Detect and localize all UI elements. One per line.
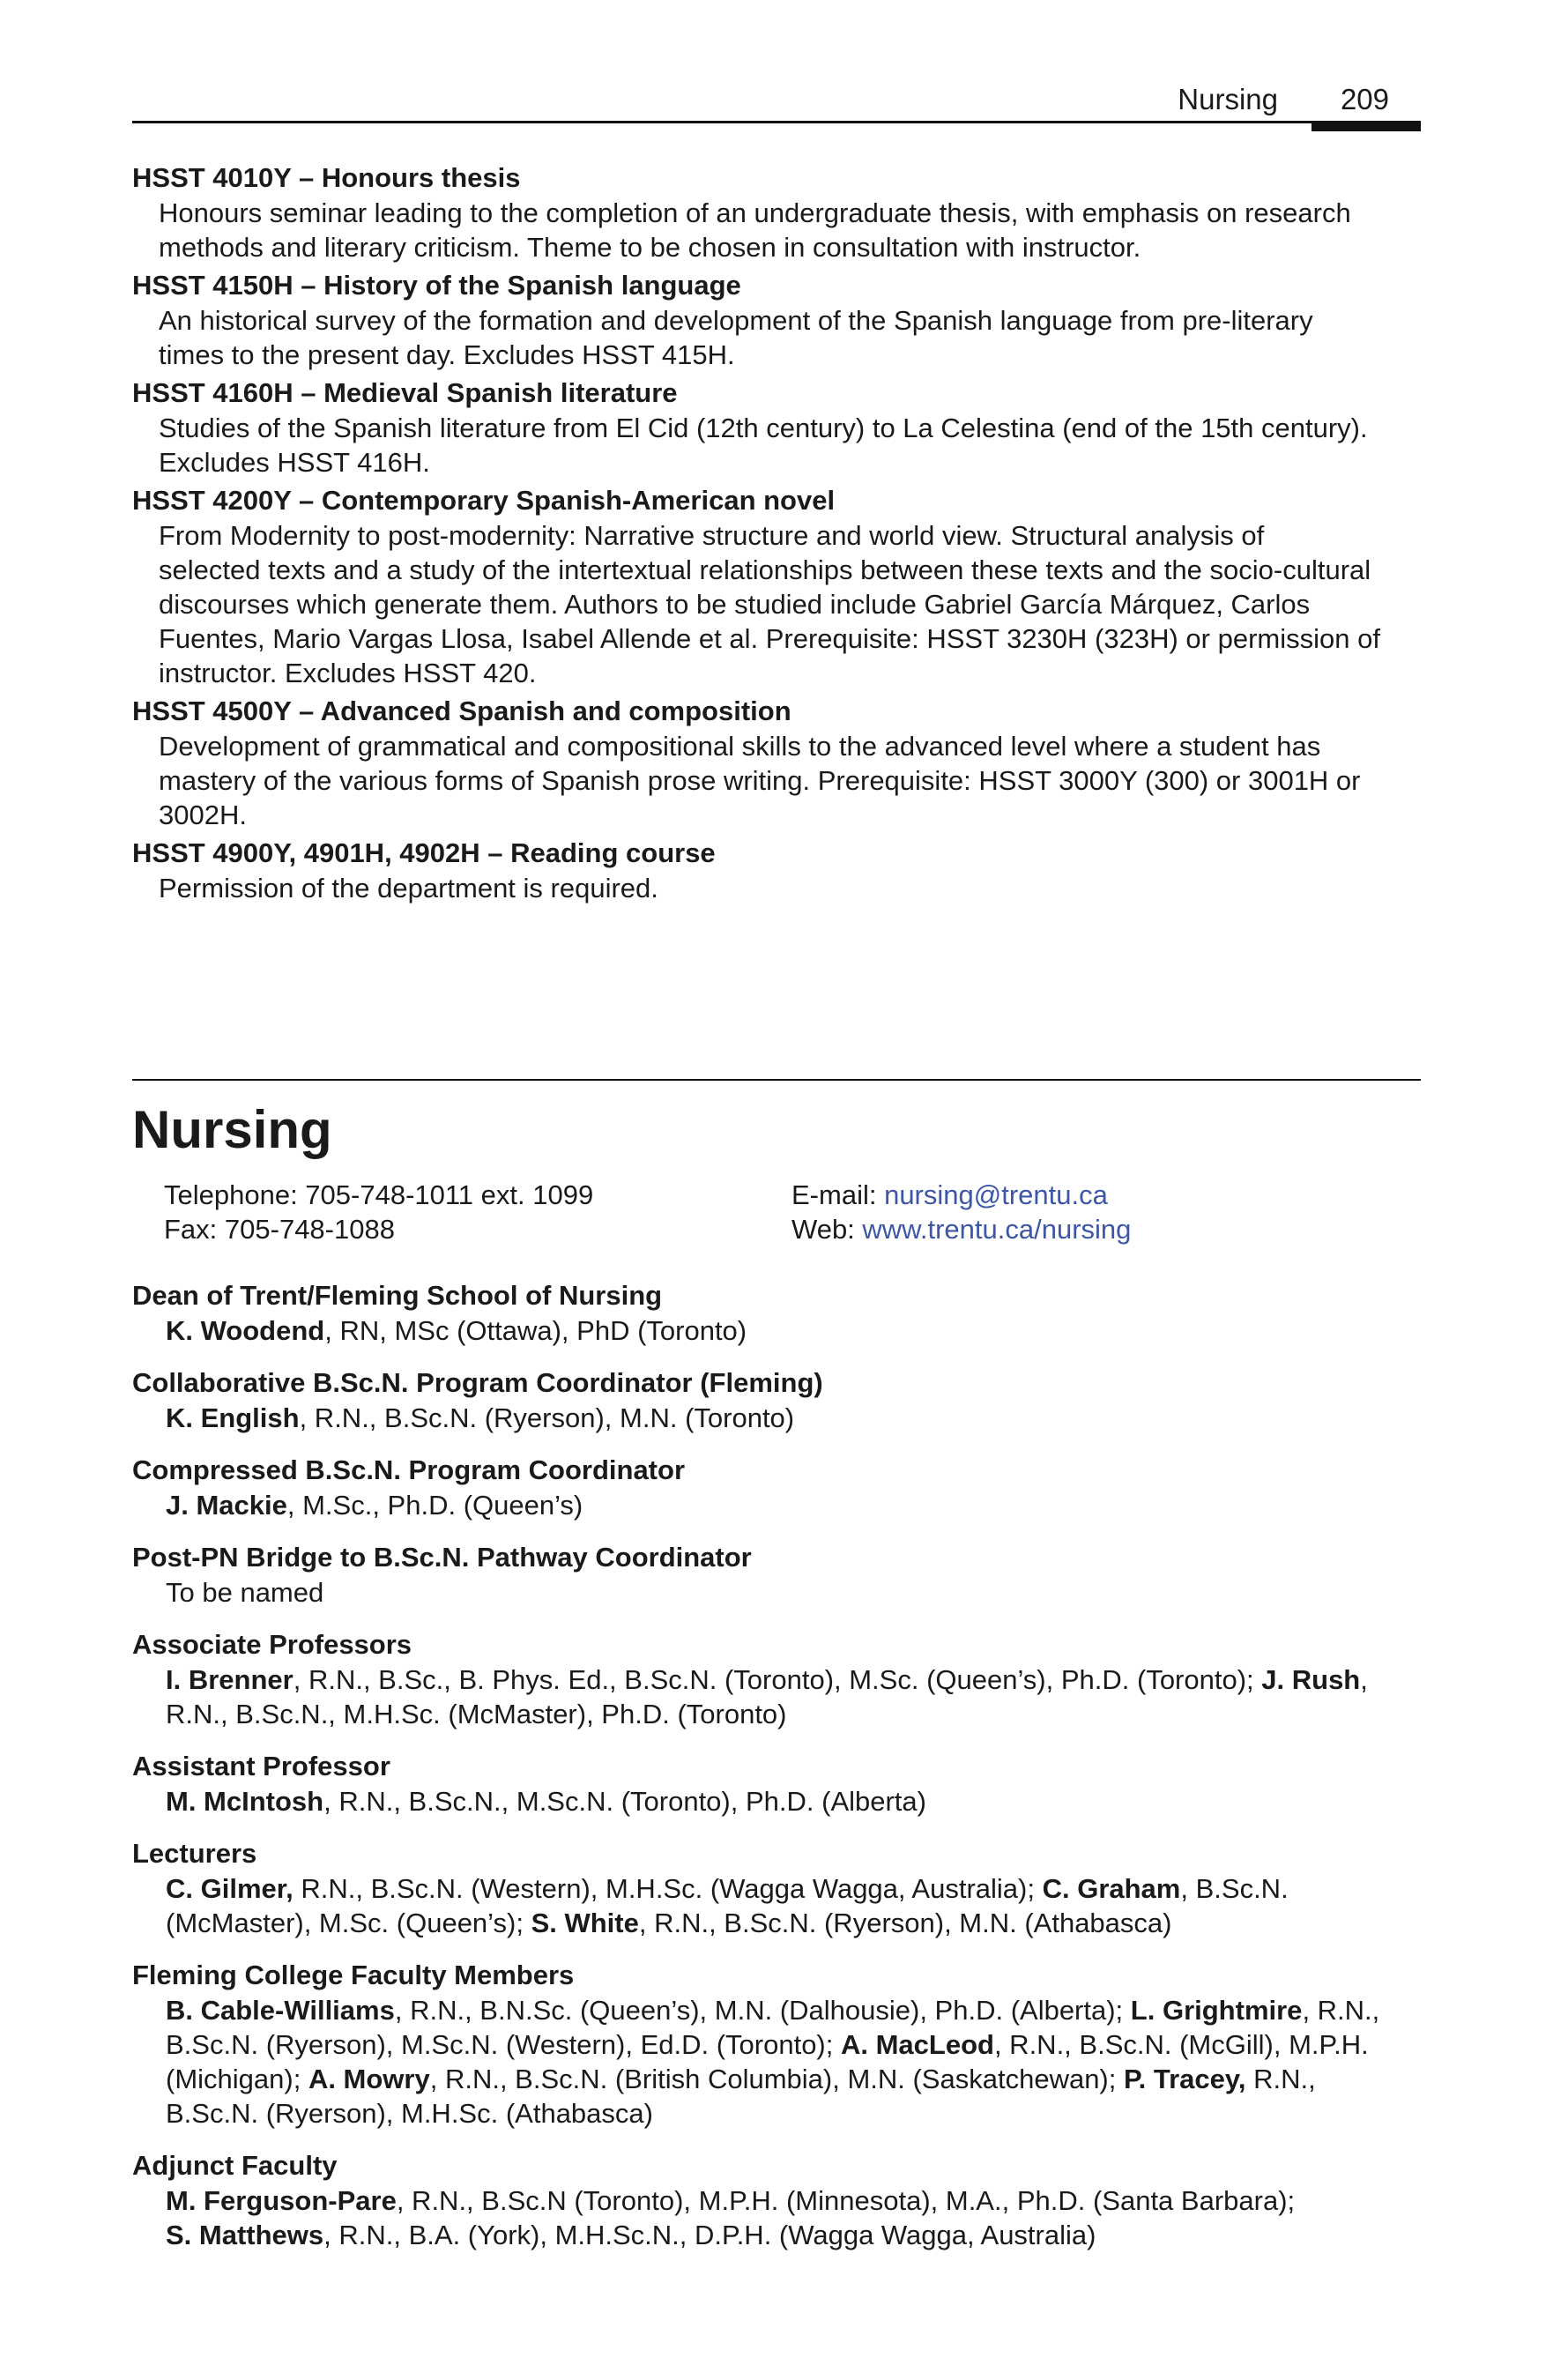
faculty-group (132, 1453, 1421, 1522)
page-number: 209 (1340, 83, 1389, 115)
faculty-credentials: To be named (166, 1577, 324, 1608)
faculty-credentials: B.Sc.N. (Ryerson), M.H.Sc. (Athabasca) (166, 2098, 653, 2129)
faculty-member-name: B. Cable-Williams (166, 1995, 395, 2026)
faculty-credentials: R.N., (1245, 2064, 1316, 2094)
course-description-line: Honours seminar leading to the completion of an undergraduate thesis, with emphasis on research (159, 197, 1351, 228)
faculty-group (132, 1836, 1421, 1940)
faculty-member-name: C. Gilmer, (166, 1873, 294, 1904)
fax: Fax: 705-748-1088 (164, 1214, 395, 1245)
course-description-line: times to the present day. Excludes HSST 415H. (159, 339, 735, 370)
course-description-line: instructor. Excludes HSST 420. (159, 658, 537, 688)
faculty-member-name: S. White (531, 1908, 639, 1938)
course-description-line: Fuentes, Mario Vargas Llosa, Isabel Allende et al. Prerequisite: HSST 3230H (323H) or permission of (159, 623, 1380, 654)
faculty-line (166, 1488, 1421, 1522)
header-tab-bar (1312, 121, 1421, 131)
course-entry (132, 483, 1421, 690)
faculty-member-name: K. English (166, 1402, 300, 1433)
faculty-credentials: , (1360, 1664, 1368, 1695)
course-description-line: Permission of the department is required. (159, 873, 658, 904)
faculty-line (166, 1313, 1421, 1348)
faculty-group-heading: Adjunct Faculty (132, 2150, 338, 2181)
course-title: HSST 4900Y, 4901H, 4902H – Reading course (132, 837, 716, 868)
course-description-line: From Modernity to post-modernity: Narrative structure and world view. Structural analysis of (159, 520, 1265, 551)
course-description-line: mastery of the various forms of Spanish prose writing. Prerequisite: HSST 3000Y (300) or 3001H or (159, 765, 1361, 796)
faculty-credentials: (McMaster), M.Sc. (Queen’s); (166, 1908, 531, 1938)
faculty-credentials: , R.N., B.Sc.N. (McGill), M.P.H. (993, 2029, 1369, 2060)
faculty-credentials: , R.N., B.Sc.N., M.Sc.N. (Toronto), Ph.D. (Alberta) (323, 1786, 926, 1817)
faculty-group (132, 1958, 1421, 2131)
web-link[interactable]: www.trentu.ca/nursing (862, 1214, 1132, 1245)
faculty-member-name: K. Woodend (166, 1315, 325, 1346)
faculty-member-name: M. McIntosh (166, 1786, 324, 1817)
faculty-group-heading: Associate Professors (132, 1629, 412, 1660)
course-title: HSST 4160H – Medieval Spanish literature (132, 377, 678, 408)
section-title: Nursing (132, 1100, 332, 1159)
faculty-member-name: P. Tracey, (1123, 2064, 1246, 2094)
faculty-credentials: B.Sc.N. (Ryerson), M.Sc.N. (Western), Ed.D. (Toronto); (166, 2029, 841, 2060)
header-section-name: Nursing (1178, 83, 1278, 115)
faculty-credentials: , R.N., B.Sc.N. (Ryerson), M.N. (Toronto) (299, 1402, 795, 1433)
faculty-line (166, 1401, 1421, 1435)
course-title: HSST 4010Y – Honours thesis (132, 162, 521, 193)
faculty-member-name: M. Ferguson-Pare (166, 2185, 397, 2216)
course-entry (132, 376, 1421, 480)
faculty-group (132, 1627, 1421, 1731)
header-rule (132, 121, 1421, 123)
telephone: Telephone: 705-748-1011 ext. 1099 (164, 1179, 594, 1210)
section-divider (132, 1079, 1421, 1081)
faculty-line (166, 2062, 1421, 2096)
web-line (791, 1212, 1131, 1246)
faculty-group (132, 1278, 1421, 1348)
faculty-group (132, 2148, 1421, 2252)
web-label: Web: (791, 1214, 863, 1245)
faculty-member-name: C. Graham (1042, 1873, 1181, 1904)
email-line (791, 1178, 1131, 1212)
faculty-group-heading: Assistant Professor (132, 1751, 390, 1781)
course-description-line: discourses which generate them. Authors to be studied include Gabriel García Márquez, Carlos (159, 589, 1311, 620)
faculty-line (166, 2218, 1421, 2252)
course-entry (132, 160, 1421, 264)
faculty-credentials: , R.N., B.A. (York), M.H.Sc.N., D.P.H. (Wagga Wagga, Australia) (323, 2220, 1096, 2250)
course-description-line: Excludes HSST 416H. (159, 447, 430, 478)
faculty-line (166, 2183, 1421, 2218)
faculty-credentials: (Michigan); (166, 2064, 308, 2094)
faculty-line (166, 1906, 1421, 1940)
faculty-credentials: , R.N., B.Sc., B. Phys. Ed., B.Sc.N. (Toronto), M.Sc. (Queen’s), Ph.D. (Toronto); (293, 1664, 1262, 1695)
email-link[interactable]: nursing@trentu.ca (884, 1179, 1108, 1210)
faculty-group-heading: Compressed B.Sc.N. Program Coordinator (132, 1454, 686, 1485)
course-description-line: selected texts and a study of the intertextual relationships between these texts and the socio-cultural (159, 554, 1371, 585)
faculty-credentials: , B.Sc.N. (1180, 1873, 1289, 1904)
faculty-member-name: J. Mackie (166, 1490, 287, 1521)
running-header (132, 81, 1421, 123)
course-title: HSST 4500Y – Advanced Spanish and composition (132, 695, 791, 726)
faculty-credentials: , R.N., B.N.Sc. (Queen’s), M.N. (Dalhousie), Ph.D. (Alberta); (394, 1995, 1131, 2026)
faculty-credentials: R.N., B.Sc.N., M.H.Sc. (McMaster), Ph.D. (Toronto) (166, 1699, 787, 1729)
faculty-line (166, 1575, 1421, 1610)
faculty-group-heading: Lecturers (132, 1838, 257, 1869)
course-list (132, 160, 1421, 909)
faculty-group (132, 1749, 1421, 1818)
faculty-group-heading: Fleming College Faculty Members (132, 1960, 575, 1990)
faculty-member-name: S. Matthews (166, 2220, 324, 2250)
faculty-group (132, 1365, 1421, 1435)
faculty-line (166, 1993, 1421, 2027)
faculty-group-heading: Dean of Trent/Fleming School of Nursing (132, 1280, 663, 1311)
course-entry (132, 836, 1421, 905)
faculty-credentials: , RN, MSc (Ottawa), PhD (Toronto) (324, 1315, 747, 1346)
faculty-line (166, 1697, 1421, 1731)
faculty-member-name: A. MacLeod (840, 2029, 994, 2060)
faculty-credentials: , R.N., B.Sc.N (Toronto), M.P.H. (Minnesota), M.A., Ph.D. (Santa Barbara); (396, 2185, 1296, 2216)
course-description-line: Development of grammatical and compositional skills to the advanced level where a student has (159, 731, 1321, 762)
faculty-group-heading: Post-PN Bridge to B.Sc.N. Pathway Coordinator (132, 1542, 752, 1573)
faculty-line (166, 1871, 1421, 1906)
faculty-list (132, 1278, 1421, 2270)
faculty-credentials: , M.Sc., Ph.D. (Queen’s) (286, 1490, 583, 1521)
course-description-line: An historical survey of the formation and development of the Spanish language from pre-literary (159, 305, 1313, 336)
faculty-credentials: , R.N., B.Sc.N. (Ryerson), M.N. (Athabasca) (638, 1908, 1172, 1938)
course-description-line: methods and literary criticism. Theme to be chosen in consultation with instructor. (159, 232, 1141, 263)
course-entry (132, 268, 1421, 372)
faculty-credentials: , R.N., B.Sc.N. (British Columbia), M.N. (Saskatchewan); (429, 2064, 1124, 2094)
faculty-line (166, 1662, 1421, 1697)
course-description-line: Studies of the Spanish literature from El Cid (12th century) to La Celestina (end of the 15th century). (159, 413, 1368, 443)
faculty-line (166, 2027, 1421, 2062)
faculty-group-heading: Collaborative B.Sc.N. Program Coordinator (Fleming) (132, 1367, 823, 1398)
course-description-line: 3002H. (159, 800, 247, 830)
faculty-credentials: R.N., B.Sc.N. (Western), M.H.Sc. (Wagga Wagga, Australia); (293, 1873, 1043, 1904)
faculty-line (166, 1784, 1421, 1818)
faculty-credentials: , R.N., (1302, 1995, 1380, 2026)
course-title: HSST 4150H – History of the Spanish language (132, 270, 741, 301)
faculty-member-name: L. Grightmire (1130, 1995, 1303, 2026)
faculty-group (132, 1540, 1421, 1610)
faculty-member-name: A. Mowry (308, 2064, 430, 2094)
course-entry (132, 694, 1421, 832)
faculty-line (166, 2096, 1421, 2131)
faculty-member-name: I. Brenner (166, 1664, 294, 1695)
faculty-member-name: J. Rush (1261, 1664, 1361, 1695)
email-label: E-mail: (791, 1179, 885, 1210)
course-title: HSST 4200Y – Contemporary Spanish-American novel (132, 485, 836, 516)
